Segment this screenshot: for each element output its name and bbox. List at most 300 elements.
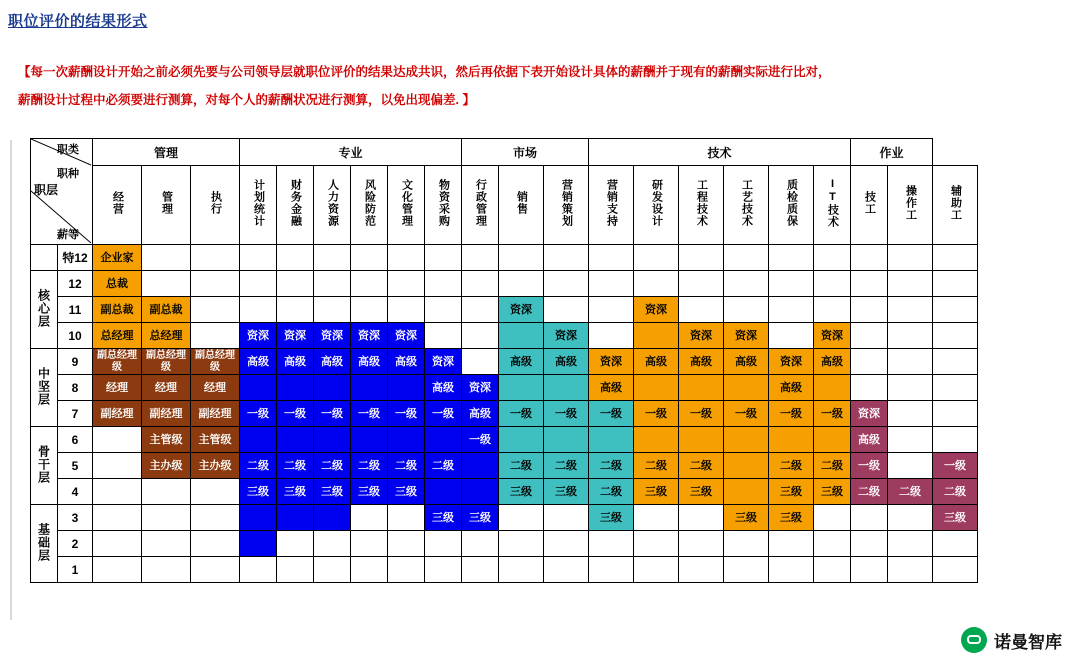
grade-cell	[425, 557, 462, 583]
grade-cell	[888, 531, 933, 557]
grade-cell	[933, 297, 978, 323]
grade-cell: 副经理	[191, 401, 240, 427]
grade-cell: 二级	[769, 453, 814, 479]
grade-cell	[851, 297, 888, 323]
grade-cell	[851, 505, 888, 531]
grade-cell: 三级	[314, 479, 351, 505]
grade-cell	[142, 505, 191, 531]
table-row	[31, 297, 978, 323]
grade-cell	[724, 531, 769, 557]
column-header	[724, 166, 769, 245]
grade-cell	[888, 349, 933, 375]
grade-cell	[888, 375, 933, 401]
salary-grade-cell: 2	[58, 531, 93, 557]
grade-cell: 高级	[240, 349, 277, 375]
level-group-label: 中坚层	[36, 366, 51, 406]
grade-cell	[499, 323, 544, 349]
grade-cell	[191, 245, 240, 271]
grade-cell	[142, 271, 191, 297]
grade-cell: 三级	[724, 505, 769, 531]
column-header-label: 研发设计	[650, 179, 663, 227]
column-header	[388, 166, 425, 245]
grade-cell	[589, 271, 634, 297]
grade-cell: 资深	[314, 323, 351, 349]
grade-cell: 高级	[277, 349, 314, 375]
grade-cell	[544, 505, 589, 531]
grade-cell: 副总经理级	[93, 349, 142, 375]
column-header-label: 工程技术	[695, 179, 708, 227]
grade-cell	[277, 505, 314, 531]
grade-cell	[888, 297, 933, 323]
salary-grade-cell: 6	[58, 427, 93, 453]
grade-cell	[351, 557, 388, 583]
column-header	[634, 166, 679, 245]
grade-cell: 三级	[277, 479, 314, 505]
grade-cell	[425, 297, 462, 323]
grade-cell: 三级	[544, 479, 589, 505]
grade-cell: 一级	[499, 401, 544, 427]
grade-cell	[277, 271, 314, 297]
grade-cell: 一级	[814, 401, 851, 427]
grade-cell	[724, 375, 769, 401]
grade-cell: 经理	[142, 375, 191, 401]
grade-cell	[499, 271, 544, 297]
grade-cell	[851, 531, 888, 557]
grade-cell: 三级	[769, 505, 814, 531]
grade-cell: 高级	[724, 349, 769, 375]
table-header	[31, 139, 978, 245]
grade-cell	[589, 531, 634, 557]
grade-cell	[634, 245, 679, 271]
table-row	[31, 427, 978, 453]
grade-cell: 三级	[388, 479, 425, 505]
grade-cell	[191, 479, 240, 505]
grade-cell: 二级	[851, 479, 888, 505]
grade-cell	[888, 505, 933, 531]
grade-cell: 二级	[499, 453, 544, 479]
grade-cell	[888, 453, 933, 479]
salary-grade-cell: 7	[58, 401, 93, 427]
grade-cell	[351, 531, 388, 557]
grade-cell	[499, 427, 544, 453]
grade-cell	[499, 505, 544, 531]
grade-cell	[589, 245, 634, 271]
grade-cell: 一级	[851, 453, 888, 479]
grade-cell	[425, 271, 462, 297]
column-header-label: 质检质保	[785, 179, 798, 227]
column-header	[851, 166, 888, 245]
grade-cell	[314, 297, 351, 323]
grade-cell	[814, 297, 851, 323]
grade-cell	[93, 505, 142, 531]
grade-cell	[314, 427, 351, 453]
column-header	[933, 166, 978, 245]
table-row	[31, 271, 978, 297]
grade-cell: 高级	[634, 349, 679, 375]
grade-cell: 一级	[240, 401, 277, 427]
grade-cell	[888, 401, 933, 427]
level-group-cell	[31, 271, 58, 349]
grade-cell: 三级	[589, 505, 634, 531]
grade-cell	[679, 557, 724, 583]
table-row	[31, 557, 978, 583]
grade-cell	[888, 557, 933, 583]
grade-cell	[240, 557, 277, 583]
grade-cell: 二级	[589, 479, 634, 505]
grade-cell: 一级	[314, 401, 351, 427]
grade-cell: 主管级	[191, 427, 240, 453]
grade-cell	[544, 427, 589, 453]
note-line-2: 薪酬设计过程中必须要进行测算，对每个人的薪酬状况进行测算，以免出现偏差. 】	[18, 93, 475, 107]
salary-grade-cell: 10	[58, 323, 93, 349]
level-group-label: 核心层	[36, 288, 51, 328]
table-row	[31, 245, 978, 271]
column-header	[142, 166, 191, 245]
brand-logo	[961, 627, 1062, 653]
grade-cell: 高级	[769, 375, 814, 401]
grade-cell	[388, 531, 425, 557]
grade-cell	[462, 479, 499, 505]
grade-cell: 三级	[933, 505, 978, 531]
table-row	[31, 349, 978, 375]
column-header-label: 财务金融	[289, 179, 302, 227]
grade-cell: 总经理	[93, 323, 142, 349]
column-header-label: 文化管理	[400, 179, 413, 227]
grade-cell	[769, 245, 814, 271]
grade-cell	[679, 375, 724, 401]
grade-cell	[425, 531, 462, 557]
grade-cell	[314, 375, 351, 401]
grade-cell	[814, 271, 851, 297]
column-header-label: 销售	[515, 191, 528, 215]
corner-label-top: 职类	[57, 144, 79, 156]
grade-cell	[814, 245, 851, 271]
column-header-label: 经营	[111, 191, 124, 215]
grade-cell: 二级	[544, 453, 589, 479]
grade-cell: 一级	[462, 427, 499, 453]
column-header	[462, 166, 499, 245]
grade-cell: 二级	[240, 453, 277, 479]
grade-cell	[191, 271, 240, 297]
grade-cell	[191, 557, 240, 583]
grade-cell: 三级	[499, 479, 544, 505]
table-row	[31, 375, 978, 401]
grade-cell: 副经理	[93, 401, 142, 427]
grade-cell	[425, 245, 462, 271]
grade-cell: 二级	[388, 453, 425, 479]
grade-cell	[933, 531, 978, 557]
salary-grade-cell: 11	[58, 297, 93, 323]
grade-cell	[851, 557, 888, 583]
grade-cell	[142, 479, 191, 505]
grade-cell	[724, 453, 769, 479]
table-row	[31, 531, 978, 557]
column-header	[277, 166, 314, 245]
grade-cell	[93, 479, 142, 505]
level-group-cell	[31, 349, 58, 427]
grade-cell: 二级	[933, 479, 978, 505]
grade-cell: 高级	[544, 349, 589, 375]
grade-cell	[544, 245, 589, 271]
column-header	[769, 166, 814, 245]
grade-cell	[388, 557, 425, 583]
page-title: 职位评价的结果形式	[8, 13, 148, 30]
column-group-header: 技术	[589, 139, 851, 166]
table-row	[31, 505, 978, 531]
grade-cell	[589, 323, 634, 349]
level-group-label: 骨干层	[36, 444, 51, 484]
grade-cell	[277, 531, 314, 557]
grade-cell	[93, 427, 142, 453]
grade-cell	[634, 557, 679, 583]
grade-cell	[933, 323, 978, 349]
column-header-label: IT技术	[826, 178, 839, 228]
column-header	[814, 166, 851, 245]
grade-cell	[769, 323, 814, 349]
grade-cell	[462, 323, 499, 349]
grade-cell	[679, 531, 724, 557]
grade-cell	[142, 245, 191, 271]
column-group-header: 市场	[462, 139, 589, 166]
grade-cell: 三级	[769, 479, 814, 505]
grade-cell	[425, 427, 462, 453]
grade-cell	[277, 427, 314, 453]
grade-cell: 一级	[724, 401, 769, 427]
grade-cell	[589, 297, 634, 323]
grade-cell	[679, 245, 724, 271]
grade-cell: 资深	[679, 323, 724, 349]
grade-cell	[933, 557, 978, 583]
grade-cell: 经理	[191, 375, 240, 401]
grade-cell: 资深	[351, 323, 388, 349]
level-group-cell	[31, 505, 58, 583]
grade-cell: 资深	[814, 323, 851, 349]
grade-cell	[314, 245, 351, 271]
grade-cell	[314, 557, 351, 583]
grade-cell: 一级	[679, 401, 724, 427]
column-header	[499, 166, 544, 245]
grade-cell	[462, 453, 499, 479]
column-header-label: 营销支持	[605, 179, 618, 227]
grade-cell: 高级	[679, 349, 724, 375]
column-header-label: 执行	[209, 191, 222, 215]
grade-cell: 资深	[544, 323, 589, 349]
grade-cell: 三级	[814, 479, 851, 505]
note-line-1: 【每一次薪酬设计开始之前必须先要与公司领导层就职位评价的结果达成共识，然后再依据下表开始设计具体的薪酬并于现有的薪酬实际进行比对，	[18, 65, 831, 79]
grade-cell	[462, 297, 499, 323]
grade-cell	[933, 245, 978, 271]
table-row	[31, 401, 978, 427]
grade-cell	[462, 271, 499, 297]
grade-cell: 三级	[425, 505, 462, 531]
table-corner-header	[31, 139, 93, 245]
grade-cell	[634, 375, 679, 401]
column-header	[93, 166, 142, 245]
column-header	[888, 166, 933, 245]
grade-cell: 高级	[462, 401, 499, 427]
column-header-label: 风险防范	[363, 179, 376, 227]
grade-cell	[544, 297, 589, 323]
column-header-label: 行政管理	[474, 179, 487, 227]
note-text	[18, 58, 1068, 114]
grade-cell	[351, 297, 388, 323]
salary-grade-cell: 8	[58, 375, 93, 401]
grade-cell: 高级	[388, 349, 425, 375]
grade-cell	[142, 557, 191, 583]
grade-cell	[191, 297, 240, 323]
grade-cell	[851, 245, 888, 271]
grade-cell	[888, 245, 933, 271]
grade-cell	[814, 375, 851, 401]
grade-cell: 三级	[634, 479, 679, 505]
level-group-cell	[31, 427, 58, 505]
corner-label-bottom: 薪等	[57, 229, 79, 241]
grade-cell	[314, 531, 351, 557]
grade-cell	[851, 349, 888, 375]
grade-cell	[314, 271, 351, 297]
grade-cell	[388, 375, 425, 401]
grade-cell	[93, 531, 142, 557]
grade-cell	[191, 323, 240, 349]
grade-cell: 高级	[589, 375, 634, 401]
grade-cell	[769, 531, 814, 557]
level-group-empty	[31, 245, 58, 271]
grade-cell	[388, 271, 425, 297]
grade-cell	[388, 245, 425, 271]
grade-cell	[544, 375, 589, 401]
column-header-label: 计划统计	[252, 179, 265, 227]
grade-cell	[724, 557, 769, 583]
column-header	[544, 166, 589, 245]
column-header	[191, 166, 240, 245]
grade-cell	[933, 401, 978, 427]
grade-cell	[589, 427, 634, 453]
column-header-label: 人力资源	[326, 179, 339, 227]
grade-cell: 二级	[277, 453, 314, 479]
grade-cell: 一级	[589, 401, 634, 427]
salary-grade-cell: 5	[58, 453, 93, 479]
salary-grade-cell: 3	[58, 505, 93, 531]
grade-cell	[277, 297, 314, 323]
column-header-label: 辅助工	[949, 185, 962, 221]
grade-cell	[724, 271, 769, 297]
grade-cell	[724, 297, 769, 323]
column-header	[589, 166, 634, 245]
column-header-label: 物资采购	[437, 179, 450, 227]
grade-cell: 高级	[814, 349, 851, 375]
salary-grade-cell: 1	[58, 557, 93, 583]
grade-cell: 高级	[425, 375, 462, 401]
brand-name: 诺曼智库	[994, 632, 1062, 652]
corner-label-left: 职层	[34, 183, 59, 197]
column-header	[351, 166, 388, 245]
grade-cell	[634, 505, 679, 531]
grade-cell	[851, 271, 888, 297]
column-header-label: 技工	[863, 191, 876, 215]
grade-cell	[425, 479, 462, 505]
grade-cell: 副经理	[142, 401, 191, 427]
grade-cell: 资深	[769, 349, 814, 375]
grade-cell: 一级	[425, 401, 462, 427]
grade-cell	[544, 531, 589, 557]
grade-cell: 高级	[851, 427, 888, 453]
grade-cell	[499, 375, 544, 401]
grade-cell: 总经理	[142, 323, 191, 349]
grade-cell: 资深	[425, 349, 462, 375]
corner-label-mid: 职种	[57, 168, 79, 180]
grade-cell	[724, 245, 769, 271]
grade-cell	[351, 505, 388, 531]
salary-grade-cell: 4	[58, 479, 93, 505]
grade-cell: 资深	[499, 297, 544, 323]
grade-cell	[351, 271, 388, 297]
grade-cell	[388, 427, 425, 453]
grade-cell	[462, 245, 499, 271]
grade-cell	[933, 375, 978, 401]
column-group-header: 专业	[240, 139, 462, 166]
grade-cell: 三级	[240, 479, 277, 505]
grade-cell: 主管级	[142, 427, 191, 453]
grade-cell: 副总经理级	[191, 349, 240, 375]
grade-cell: 总裁	[93, 271, 142, 297]
grade-cell: 一级	[933, 453, 978, 479]
grade-cell: 二级	[888, 479, 933, 505]
grade-cell	[351, 245, 388, 271]
grade-cell: 三级	[351, 479, 388, 505]
grade-cell	[240, 271, 277, 297]
grade-cell	[240, 375, 277, 401]
grade-cell	[277, 245, 314, 271]
grade-cell: 三级	[462, 505, 499, 531]
salary-grade-cell: 12	[58, 271, 93, 297]
header-group-row	[31, 139, 978, 166]
grade-cell: 一级	[351, 401, 388, 427]
grade-cell	[634, 427, 679, 453]
grade-cell	[634, 323, 679, 349]
table-row	[31, 479, 978, 505]
grade-cell	[814, 427, 851, 453]
grade-cell	[240, 297, 277, 323]
grade-cell	[277, 557, 314, 583]
grade-cell	[191, 531, 240, 557]
column-header	[314, 166, 351, 245]
grade-cell	[351, 375, 388, 401]
grade-cell: 资深	[240, 323, 277, 349]
grade-cell	[769, 557, 814, 583]
grade-cell: 主办级	[142, 453, 191, 479]
grade-cell: 一级	[634, 401, 679, 427]
grade-cell	[679, 505, 724, 531]
left-decoration-bar	[10, 140, 12, 620]
grade-cell	[544, 557, 589, 583]
grade-cell: 副总经理级	[142, 349, 191, 375]
grade-cell: 二级	[679, 453, 724, 479]
grade-cell: 副总裁	[142, 297, 191, 323]
grade-cell: 经理	[93, 375, 142, 401]
grade-cell	[240, 531, 277, 557]
grade-cell	[933, 427, 978, 453]
grade-cell	[888, 427, 933, 453]
grade-cell: 二级	[589, 453, 634, 479]
grade-cell	[851, 375, 888, 401]
grade-cell: 高级	[499, 349, 544, 375]
grade-cell	[769, 297, 814, 323]
grade-cell	[277, 375, 314, 401]
grade-cell	[240, 427, 277, 453]
grade-cell	[814, 557, 851, 583]
grade-cell	[351, 427, 388, 453]
wechat-icon	[961, 627, 987, 653]
